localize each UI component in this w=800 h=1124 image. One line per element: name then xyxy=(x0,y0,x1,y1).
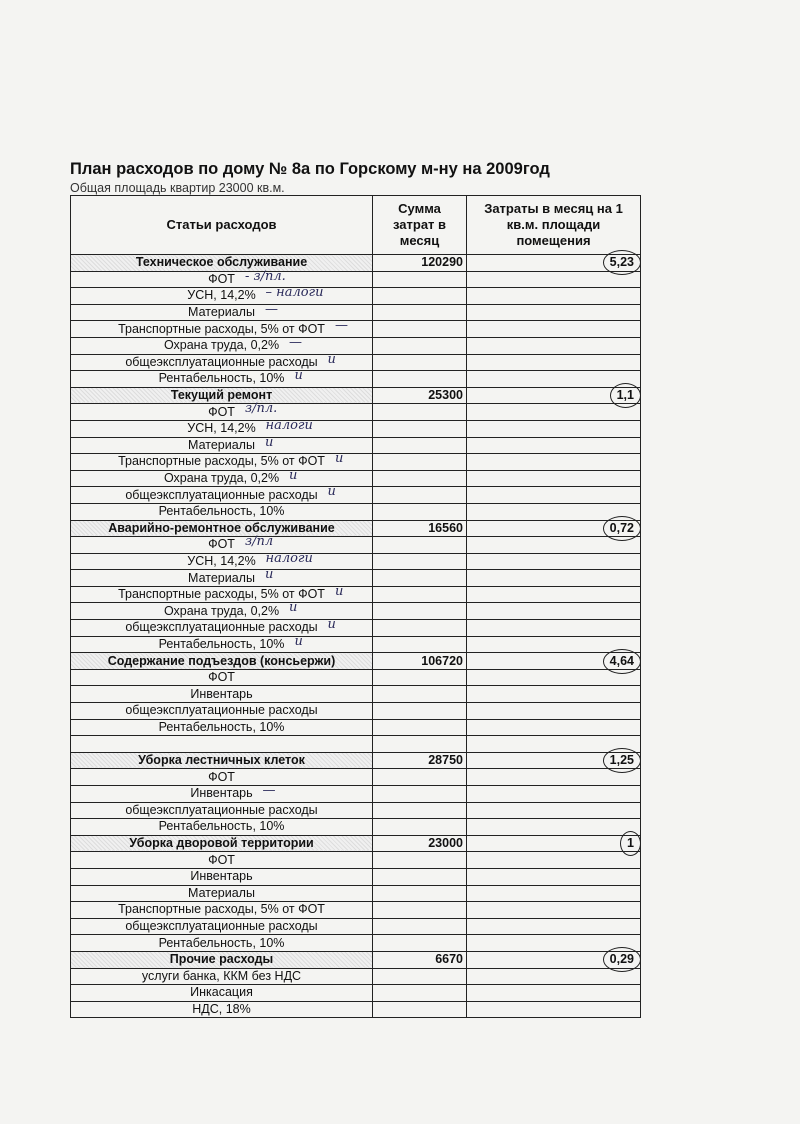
item-label: ФОТ xyxy=(208,537,235,552)
circled-value: 1,25 xyxy=(603,748,641,773)
per-sqm-cell xyxy=(467,786,641,803)
per-sqm-cell xyxy=(467,852,641,869)
handwritten-note: и xyxy=(335,451,344,467)
sum-cell xyxy=(373,719,467,736)
table-row xyxy=(71,470,641,487)
item-label: ФОТ xyxy=(208,271,235,286)
table-row xyxy=(71,885,641,902)
circled-value: 0,72 xyxy=(603,516,641,541)
handwritten-note: и xyxy=(294,368,303,384)
sum-cell xyxy=(373,885,467,902)
sum-cell xyxy=(373,769,467,786)
section-row xyxy=(71,835,641,852)
handwritten-note: и xyxy=(289,467,298,483)
document-title: План расходов по дому № 8а по Горскому м-ну на 2009год xyxy=(70,160,550,178)
sum-cell xyxy=(373,420,467,437)
per-sqm-cell xyxy=(467,288,641,305)
item-cell xyxy=(71,401,373,421)
item-label: Рентабельность, 10% xyxy=(158,935,285,950)
item-cell xyxy=(71,534,373,554)
sum-cell xyxy=(373,968,467,985)
sum-cell xyxy=(373,586,467,603)
per-sqm-cell xyxy=(467,255,641,272)
item-cell xyxy=(71,902,373,919)
item-cell xyxy=(71,617,373,637)
item-cell xyxy=(71,255,373,272)
sum-cell xyxy=(373,603,467,620)
item-cell xyxy=(71,387,373,404)
sum-cell: 23000 xyxy=(373,835,467,852)
per-sqm-cell xyxy=(467,951,641,968)
handwritten-note: и xyxy=(265,567,274,583)
table-row xyxy=(71,553,641,570)
sum-cell xyxy=(373,487,467,504)
item-label: НДС, 18% xyxy=(192,1002,251,1017)
per-sqm-cell xyxy=(467,321,641,338)
per-sqm-cell xyxy=(467,553,641,570)
item-cell xyxy=(71,368,373,388)
sum-cell xyxy=(373,304,467,321)
item-label: Прочие расходы xyxy=(169,952,274,967)
per-sqm-cell xyxy=(467,686,641,703)
sum-cell: 25300 xyxy=(373,387,467,404)
sum-cell xyxy=(373,404,467,421)
item-label: Транспортные расходы, 5% от ФОТ xyxy=(118,454,325,469)
table-row xyxy=(71,288,641,305)
item-label: ФОТ xyxy=(208,769,235,784)
item-label: Уборка дворовой территории xyxy=(129,836,314,851)
per-sqm-cell xyxy=(467,918,641,935)
item-label: Рентабельность, 10% xyxy=(158,819,285,834)
item-cell xyxy=(71,484,373,504)
per-sqm-cell xyxy=(467,819,641,836)
table-row xyxy=(71,537,641,554)
item-label: Транспортные расходы, 5% от ФОТ xyxy=(118,321,325,336)
item-label: Рентабельность, 10% xyxy=(158,504,285,519)
item-cell xyxy=(71,736,373,753)
item-cell xyxy=(71,935,373,952)
item-label: услуги банка, ККМ без НДС xyxy=(141,968,302,983)
per-sqm-cell xyxy=(467,802,641,819)
sum-cell xyxy=(373,570,467,587)
table-row xyxy=(71,371,641,388)
per-sqm-cell xyxy=(467,337,641,354)
header-per-sqm: Затраты в месяц на 1 кв.м. площади помещения xyxy=(467,196,641,255)
total-area: Общая площадь квартир 23000 кв.м. xyxy=(70,181,285,195)
sum-cell xyxy=(373,802,467,819)
sum-cell xyxy=(373,902,467,919)
item-label: Текущий ремонт xyxy=(170,388,273,403)
expense-table xyxy=(70,195,641,1018)
item-label: Материалы xyxy=(188,570,255,585)
item-label: Рентабельность, 10% xyxy=(158,371,285,386)
table-row xyxy=(71,669,641,686)
handwritten-note: з/пл xyxy=(245,534,274,550)
table-row xyxy=(71,868,641,885)
sum-cell xyxy=(373,337,467,354)
item-cell xyxy=(71,268,373,288)
sum-cell xyxy=(373,852,467,869)
per-sqm-cell xyxy=(467,835,641,852)
circled-value: 1,1 xyxy=(610,383,641,408)
handwritten-note: и xyxy=(335,583,344,599)
table-row xyxy=(71,786,641,803)
item-label: Транспортные расходы, 5% от ФОТ xyxy=(118,587,325,602)
sum-cell: 16560 xyxy=(373,520,467,537)
per-sqm-cell xyxy=(467,371,641,388)
item-label: Охрана труда, 0,2% xyxy=(163,471,280,486)
item-label: Инвентарь xyxy=(190,869,253,884)
table-row xyxy=(71,968,641,985)
per-sqm-cell xyxy=(467,885,641,902)
table-row xyxy=(71,736,641,753)
sum-cell xyxy=(373,636,467,653)
per-sqm-cell xyxy=(467,620,641,637)
table-row xyxy=(71,570,641,587)
item-label: Техническое обслуживание xyxy=(135,255,308,270)
item-cell xyxy=(71,752,373,769)
header-items: Статьи расходов xyxy=(71,196,373,255)
circled-value: 4,64 xyxy=(603,649,641,674)
per-sqm-cell xyxy=(467,868,641,885)
handwritten-note: и xyxy=(327,617,336,633)
table-row xyxy=(71,703,641,720)
item-label: общеэксплуатационные расходы xyxy=(125,802,318,817)
header-sum: Сумма затрат в месяц xyxy=(373,196,467,255)
per-sqm-cell xyxy=(467,454,641,471)
table-row xyxy=(71,503,641,520)
sum-cell xyxy=(373,503,467,520)
sum-cell xyxy=(373,736,467,753)
per-sqm-cell xyxy=(467,304,641,321)
table-row xyxy=(71,769,641,786)
item-cell xyxy=(71,417,373,437)
circled-value: 0,29 xyxy=(603,947,641,972)
item-cell xyxy=(71,434,373,454)
table-row xyxy=(71,586,641,603)
sum-cell xyxy=(373,454,467,471)
item-cell xyxy=(71,769,373,786)
item-label: Инвентарь xyxy=(190,686,253,701)
sum-cell xyxy=(373,288,467,305)
per-sqm-cell xyxy=(467,420,641,437)
handwritten-note: и xyxy=(327,484,336,500)
item-cell xyxy=(71,550,373,570)
item-cell xyxy=(71,802,373,819)
item-cell xyxy=(71,703,373,720)
item-label: УСН, 14,2% xyxy=(187,553,256,568)
sum-cell xyxy=(373,935,467,952)
table-row xyxy=(71,454,641,471)
item-label: УСН, 14,2% xyxy=(187,421,256,436)
item-cell xyxy=(71,852,373,869)
item-cell xyxy=(71,285,373,305)
item-label: Охрана труда, 0,2% xyxy=(163,603,280,618)
table-row xyxy=(71,686,641,703)
item-cell xyxy=(71,583,373,603)
handwritten-note: — xyxy=(265,301,278,317)
section-row xyxy=(71,752,641,769)
per-sqm-cell xyxy=(467,653,641,670)
table-row xyxy=(71,321,641,338)
item-cell xyxy=(71,951,373,968)
item-label: общеэксплуатационные расходы xyxy=(125,620,318,635)
item-label: Аварийно-ремонтное обслуживание xyxy=(108,520,335,535)
item-cell xyxy=(71,868,373,885)
table-row xyxy=(71,271,641,288)
sum-cell: 120290 xyxy=(373,255,467,272)
item-cell xyxy=(71,520,373,537)
item-label: Охрана труда, 0,2% xyxy=(163,338,280,353)
sum-cell xyxy=(373,918,467,935)
sum-cell: 6670 xyxy=(373,951,467,968)
table-row xyxy=(71,404,641,421)
sum-cell xyxy=(373,321,467,338)
handwritten-note: и xyxy=(294,633,303,649)
per-sqm-cell xyxy=(467,603,641,620)
section-row xyxy=(71,653,641,670)
item-cell xyxy=(71,819,373,836)
sum-cell xyxy=(373,819,467,836)
handwritten-note: и xyxy=(289,600,298,616)
item-label: ФОТ xyxy=(208,670,235,685)
sum-cell xyxy=(373,868,467,885)
table-row xyxy=(71,620,641,637)
per-sqm-cell xyxy=(467,354,641,371)
item-cell xyxy=(71,567,373,587)
handwritten-note: – налоги xyxy=(265,285,324,301)
sum-cell xyxy=(373,985,467,1002)
table-row xyxy=(71,918,641,935)
table-row xyxy=(71,719,641,736)
sum-cell xyxy=(373,669,467,686)
item-cell xyxy=(71,985,373,1002)
sum-cell xyxy=(373,371,467,388)
handwritten-note: — xyxy=(335,318,348,334)
sum-cell xyxy=(373,686,467,703)
sum-cell xyxy=(373,537,467,554)
item-label: ФОТ xyxy=(208,852,235,867)
table-row xyxy=(71,354,641,371)
handwritten-note: налоги xyxy=(265,417,313,433)
item-label: Материалы xyxy=(188,437,255,452)
table-row xyxy=(71,603,641,620)
sum-cell xyxy=(373,786,467,803)
table-row xyxy=(71,985,641,1002)
table-row xyxy=(71,935,641,952)
sum-cell xyxy=(373,470,467,487)
item-label: ФОТ xyxy=(208,404,235,419)
item-cell xyxy=(71,686,373,703)
item-cell xyxy=(71,451,373,471)
per-sqm-cell xyxy=(467,1001,641,1018)
sum-cell xyxy=(373,620,467,637)
item-cell xyxy=(71,318,373,338)
sum-cell xyxy=(373,1001,467,1018)
handwritten-note: з/пл. xyxy=(245,401,278,417)
per-sqm-cell xyxy=(467,487,641,504)
item-label: Содержание подъездов (консьержи) xyxy=(107,653,336,668)
handwritten-note: и xyxy=(265,434,274,450)
item-cell xyxy=(71,918,373,935)
table-row xyxy=(71,852,641,869)
table-row xyxy=(71,420,641,437)
item-label: Рентабельность, 10% xyxy=(158,719,285,734)
sum-cell xyxy=(373,703,467,720)
table-row xyxy=(71,487,641,504)
item-cell xyxy=(71,835,373,852)
item-cell xyxy=(71,783,373,803)
per-sqm-cell xyxy=(467,586,641,603)
section-row xyxy=(71,255,641,272)
table-row xyxy=(71,337,641,354)
item-cell xyxy=(71,351,373,371)
item-cell xyxy=(71,301,373,321)
handwritten-note: — xyxy=(262,783,276,798)
handwritten-note: и xyxy=(327,351,336,367)
handwritten-note: — xyxy=(289,334,302,350)
item-cell xyxy=(71,1001,373,1018)
item-label: общеэксплуатационные расходы xyxy=(125,354,318,369)
circled-value: 1 xyxy=(620,831,641,856)
item-cell xyxy=(71,885,373,902)
table-row xyxy=(71,437,641,454)
sum-cell xyxy=(373,437,467,454)
table-header xyxy=(71,196,641,255)
item-cell xyxy=(71,669,373,686)
per-sqm-cell xyxy=(467,470,641,487)
item-cell xyxy=(71,968,373,985)
sum-cell: 106720 xyxy=(373,653,467,670)
per-sqm-cell xyxy=(467,437,641,454)
table-row xyxy=(71,636,641,653)
table-row xyxy=(71,1001,641,1018)
item-label: общеэксплуатационные расходы xyxy=(125,487,318,502)
item-label: Инвентарь xyxy=(190,786,253,801)
per-sqm-cell xyxy=(467,703,641,720)
section-row xyxy=(71,520,641,537)
item-cell xyxy=(71,653,373,670)
handwritten-note: - з/пл. xyxy=(245,268,286,284)
section-row xyxy=(71,387,641,404)
section-row xyxy=(71,951,641,968)
item-label: УСН, 14,2% xyxy=(187,288,256,303)
per-sqm-cell xyxy=(467,404,641,421)
sum-cell xyxy=(373,354,467,371)
table-row xyxy=(71,304,641,321)
per-sqm-cell xyxy=(467,520,641,537)
item-label: Материалы xyxy=(188,305,255,320)
item-label: Рентабельность, 10% xyxy=(158,636,285,651)
per-sqm-cell xyxy=(467,902,641,919)
sum-cell: 28750 xyxy=(373,752,467,769)
per-sqm-cell xyxy=(467,752,641,769)
item-cell xyxy=(71,503,373,520)
item-label: Уборка лестничных клеток xyxy=(138,753,305,768)
item-cell xyxy=(71,633,373,653)
item-label: Транспортные расходы, 5% от ФОТ xyxy=(118,902,325,917)
table-row xyxy=(71,819,641,836)
circled-value: 5,23 xyxy=(603,250,641,275)
item-label: общеэксплуатационные расходы xyxy=(125,919,318,934)
per-sqm-cell xyxy=(467,387,641,404)
sum-cell xyxy=(373,271,467,288)
per-sqm-cell xyxy=(467,570,641,587)
table-row xyxy=(71,902,641,919)
item-label: общеэксплуатационные расходы xyxy=(125,703,318,718)
handwritten-note: налоги xyxy=(265,550,313,566)
per-sqm-cell xyxy=(467,985,641,1002)
sum-cell xyxy=(373,553,467,570)
item-label: Материалы xyxy=(188,885,255,900)
item-label: Инкасация xyxy=(190,985,253,1000)
item-cell xyxy=(71,719,373,736)
per-sqm-cell xyxy=(467,719,641,736)
table-row xyxy=(71,802,641,819)
